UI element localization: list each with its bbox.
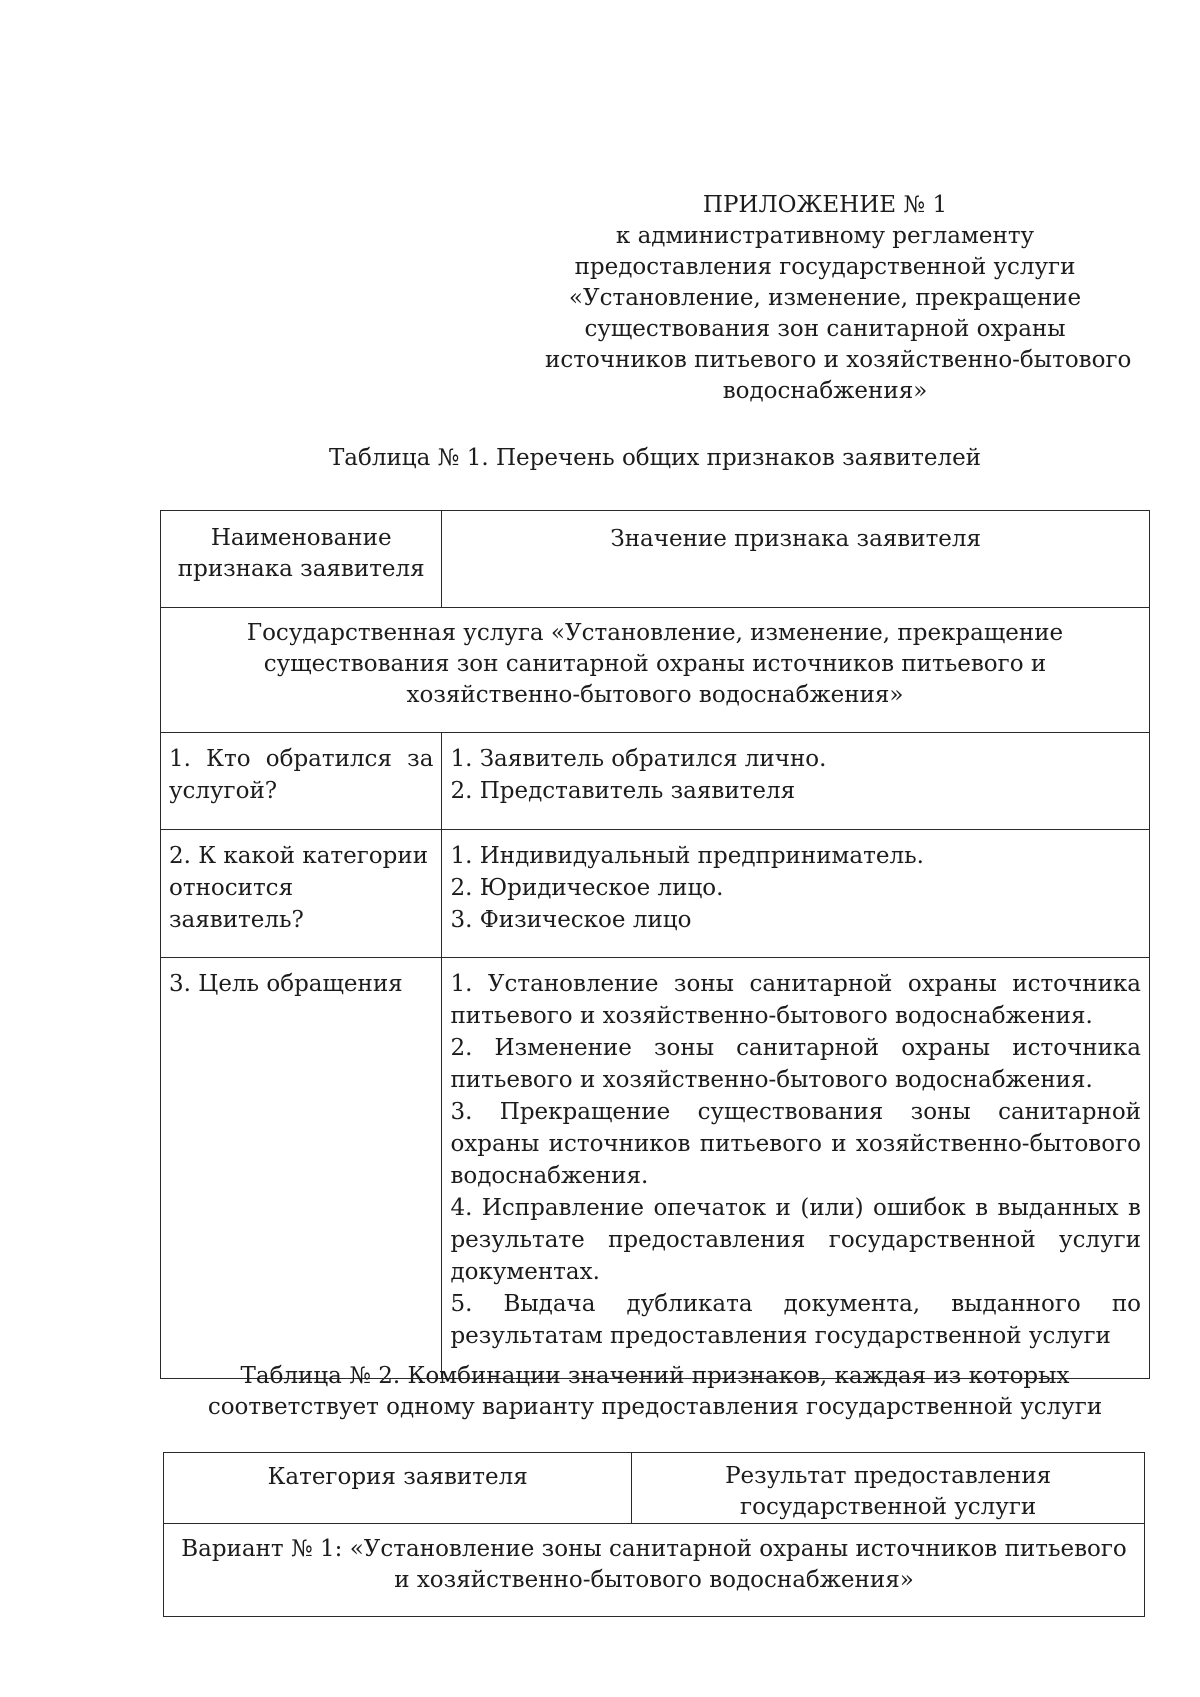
value-item: 1. Заявитель обратился лично. <box>450 746 827 772</box>
table-row <box>161 958 1150 1379</box>
value-item: 3. Физическое лицо <box>450 907 692 933</box>
header-feature-name: Наименование признака заявителя <box>161 511 442 608</box>
table2-caption-line: соответствует одному варианту предоставления государственной услуги <box>207 1394 1103 1420</box>
service-title-cell: Государственная услуга «Установление, изменение, прекращение существования зон санитарной охраны источников питьевого и хозяйственно-бытового водоснабжения» <box>161 608 1150 733</box>
variant-title-cell: Вариант № 1: «Установление зоны санитарной охраны источников питьевого и хозяйственно-бытового водоснабжения» <box>164 1524 1145 1617</box>
header-applicant-category: Категория заявителя <box>164 1453 632 1524</box>
table-row <box>161 830 1150 958</box>
table-header-row <box>164 1453 1145 1524</box>
values-cell <box>442 830 1150 958</box>
values-cell <box>442 958 1150 1379</box>
service-row <box>161 608 1150 733</box>
value-item: 2. Представитель заявителя <box>450 778 796 804</box>
values-cell <box>442 733 1150 830</box>
appendix-line: предоставления государственной услуги <box>574 254 1076 280</box>
appendix-line: существования зон санитарной охраны <box>584 316 1066 342</box>
header-service-result: Результат предоставления государственной услуги <box>632 1453 1145 1524</box>
question-cell: 2. К какой категории относится заявитель? <box>161 830 442 958</box>
appendix-line: водоснабжения» <box>722 378 928 404</box>
table-row <box>161 733 1150 830</box>
table1-caption <box>160 443 1150 474</box>
appendix-line: «Установление, изменение, прекращение <box>568 285 1082 311</box>
table1-caption-text: Таблица № 1. Перечень общих признаков заявителей <box>328 445 982 471</box>
value-item: 1. Индивидуальный предприниматель. <box>450 843 924 869</box>
table2-caption-line: Таблица № 2. Комбинации значений признаков, каждая из которых <box>240 1363 1070 1389</box>
question-cell: 1. Кто обратился за услугой? <box>161 733 442 830</box>
table2-caption <box>160 1361 1150 1423</box>
question-cell: 3. Цель обращения <box>161 958 442 1379</box>
value-item: 4. Исправление опечаток и (или) ошибок в выданных в результате предоставления государственной услуги документах. <box>450 1195 1141 1285</box>
variant-row <box>164 1524 1145 1617</box>
value-item: 1. Установление зоны санитарной охраны источника питьевого и хозяйственно-бытового водоснабжения. <box>450 971 1141 1029</box>
value-item: 2. Изменение зоны санитарной охраны источника питьевого и хозяйственно-бытового водоснабжения. <box>450 1035 1141 1093</box>
appendix-line: источников питьевого и хозяйственно-бытового <box>545 347 1132 373</box>
applicant-features-table <box>160 510 1150 1379</box>
value-item: 5. Выдача дубликата документа, выданного по результатам предоставления государственной услуги <box>450 1291 1141 1349</box>
feature-combinations-table <box>163 1452 1145 1617</box>
header-feature-value: Значение признака заявителя <box>442 511 1150 608</box>
appendix-title: ПРИЛОЖЕНИЕ № 1 <box>702 192 948 218</box>
appendix-line: к административному регламенту <box>615 223 1035 249</box>
value-item: 3. Прекращение существования зоны санитарной охраны источников питьевого и хозяйственно-бытового водоснабжения. <box>450 1099 1141 1189</box>
value-item: 2. Юридическое лицо. <box>450 875 724 901</box>
table-header-row <box>161 511 1150 608</box>
appendix-heading <box>545 190 1132 407</box>
